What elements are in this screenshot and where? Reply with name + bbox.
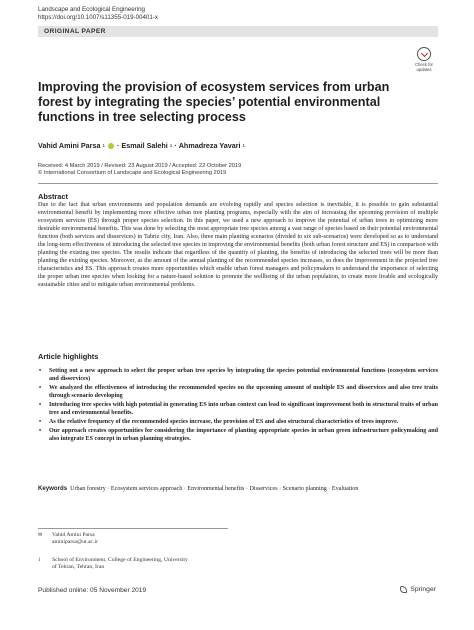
mail-icon: ✉ xyxy=(38,533,43,538)
highlight-item: • As the relative frequency of the recommended species increase, the provision of ES and also structural characteristics of trees improve. xyxy=(38,419,438,427)
author-affil-sup: 1 xyxy=(102,143,106,148)
abstract-text: Due to the fact that urban environments and population demands are evolving rapidly and species selection is inevitable, it is possible to gain substantial environmental benefit by implementing more effective urban tree planting programs, especially with the aim of increasing the upcoming provision of multiple ecosystem services (ES) through proper species selection. In this paper, we used a new approach to improve the potential of urban trees in optimizing more desirable environmental benefits. This was done by selecting the most appropriate tree species among a vast range of species based on their potential environmental function (both services and disservices) in Tabriz city, Iran. Also, three main planting scenarios (divided to six sub-scenarios) were developed so as to understand the long-term effectiveness of introducing the selected tree species in improving the environmental benefits (both urban forest structure and ES) in comparison with planting the existing tree species. The results indicate that regardless of the quantity of planting, the benefits of introducing the selected trees will be more than planting the existing species. Moreover, as the amount of the annual planting of the recommended species increases, so does the improvement in the projected tree characteristics and ES. This approach creates more opportunities which enable urban forest managers and policymakers to understand the importance of selecting the proper urban tree species when looking for a nature-based solution to promote the wellbeing of the urban population, to create more livable and ecologically sustainable cities and to mitigate urban environmental problems. xyxy=(38,202,438,289)
check-for-updates-icon xyxy=(417,47,431,61)
highlight-item: • Setting out a new approach to select the proper urban tree species by integrating the species potential environmental functions (ecosystem services and disservices) xyxy=(38,368,438,384)
footnote-divider xyxy=(38,528,228,529)
copyright-line: © International Consortium of Landscape and Ecological Engineering 2019 xyxy=(38,170,227,177)
published-online: Published online: 05 November 2019 xyxy=(38,587,147,594)
author-affil-sup: 1 xyxy=(242,143,246,148)
author-name[interactable]: Vahid Amini Parsa xyxy=(38,141,101,150)
publisher-logo xyxy=(400,586,436,593)
check-for-updates-button[interactable] xyxy=(412,47,436,72)
corresponding-author-email[interactable]: aminiparsa@ut.ac.ir xyxy=(52,539,98,545)
author-affil-sup: 1 xyxy=(169,143,173,148)
springer-horse-icon xyxy=(400,586,407,593)
keywords-text: Urban forestry · Ecosystem services approach · Environmental benefits · Disservices · Scenario planning · Evaluation xyxy=(70,486,359,492)
highlights-list xyxy=(38,368,438,445)
history-dates: Received: 4 March 2019 / Revised: 23 August 2019 / Accepted: 22 October 2019 xyxy=(38,163,242,169)
affiliation-footnote xyxy=(38,557,238,571)
author-name[interactable]: Esmail Salehi xyxy=(121,141,168,150)
highlight-item: • We analyzed the effectiveness of introducing the recommended species on the upcoming amount of multiple ES and disservices and also tree traits through scenario developing xyxy=(38,385,438,401)
keywords xyxy=(38,485,438,493)
article-title: Improving the provision of ecosystem services from urban forest by integrating the species’ potential environmental functions in tree selecting process xyxy=(38,80,390,124)
affiliation-line: School of Environment, College of Engineering, University xyxy=(52,557,188,563)
journal-header xyxy=(38,6,158,22)
publisher-name: Springer xyxy=(410,586,436,593)
affiliation-line: of Tehran, Tehran, Iran xyxy=(52,564,105,570)
header-divider xyxy=(38,183,438,184)
abstract-heading: Abstract xyxy=(38,192,68,201)
highlight-item: • Introducing tree species with high potential in generating ES into urban context can lead to significant improvement both in structural traits of urban tree and environmental benefits. xyxy=(38,402,438,418)
author-separator: · xyxy=(174,141,177,150)
keywords-label: Keywords xyxy=(38,485,68,492)
highlights-heading: Article highlights xyxy=(38,352,99,361)
article-type-banner xyxy=(38,26,438,37)
check-for-updates-label: Check for updates xyxy=(415,62,433,72)
orcid-icon[interactable] xyxy=(108,143,114,149)
highlight-item: • Our approach creates opportunities for considering the importance of planting appropriate species in urban green infrastructure policymaking and also integrate ES concept in urban planning strategies. xyxy=(38,428,438,444)
corresponding-author-name: Vahid Amini Parsa xyxy=(52,532,95,538)
author-list xyxy=(38,141,245,150)
article-history xyxy=(38,163,241,178)
corresponding-author-footnote xyxy=(38,532,238,546)
journal-name: Landscape and Ecological Engineering xyxy=(38,6,145,13)
author-name[interactable]: Ahmadreza Yavari xyxy=(178,141,241,150)
author-separator: · xyxy=(117,141,120,150)
journal-doi-link[interactable]: https://doi.org/10.1007/s11355-019-00401-x xyxy=(38,14,158,21)
affiliation-index: 1 xyxy=(38,558,41,563)
article-type-label: ORIGINAL PAPER xyxy=(44,28,106,35)
